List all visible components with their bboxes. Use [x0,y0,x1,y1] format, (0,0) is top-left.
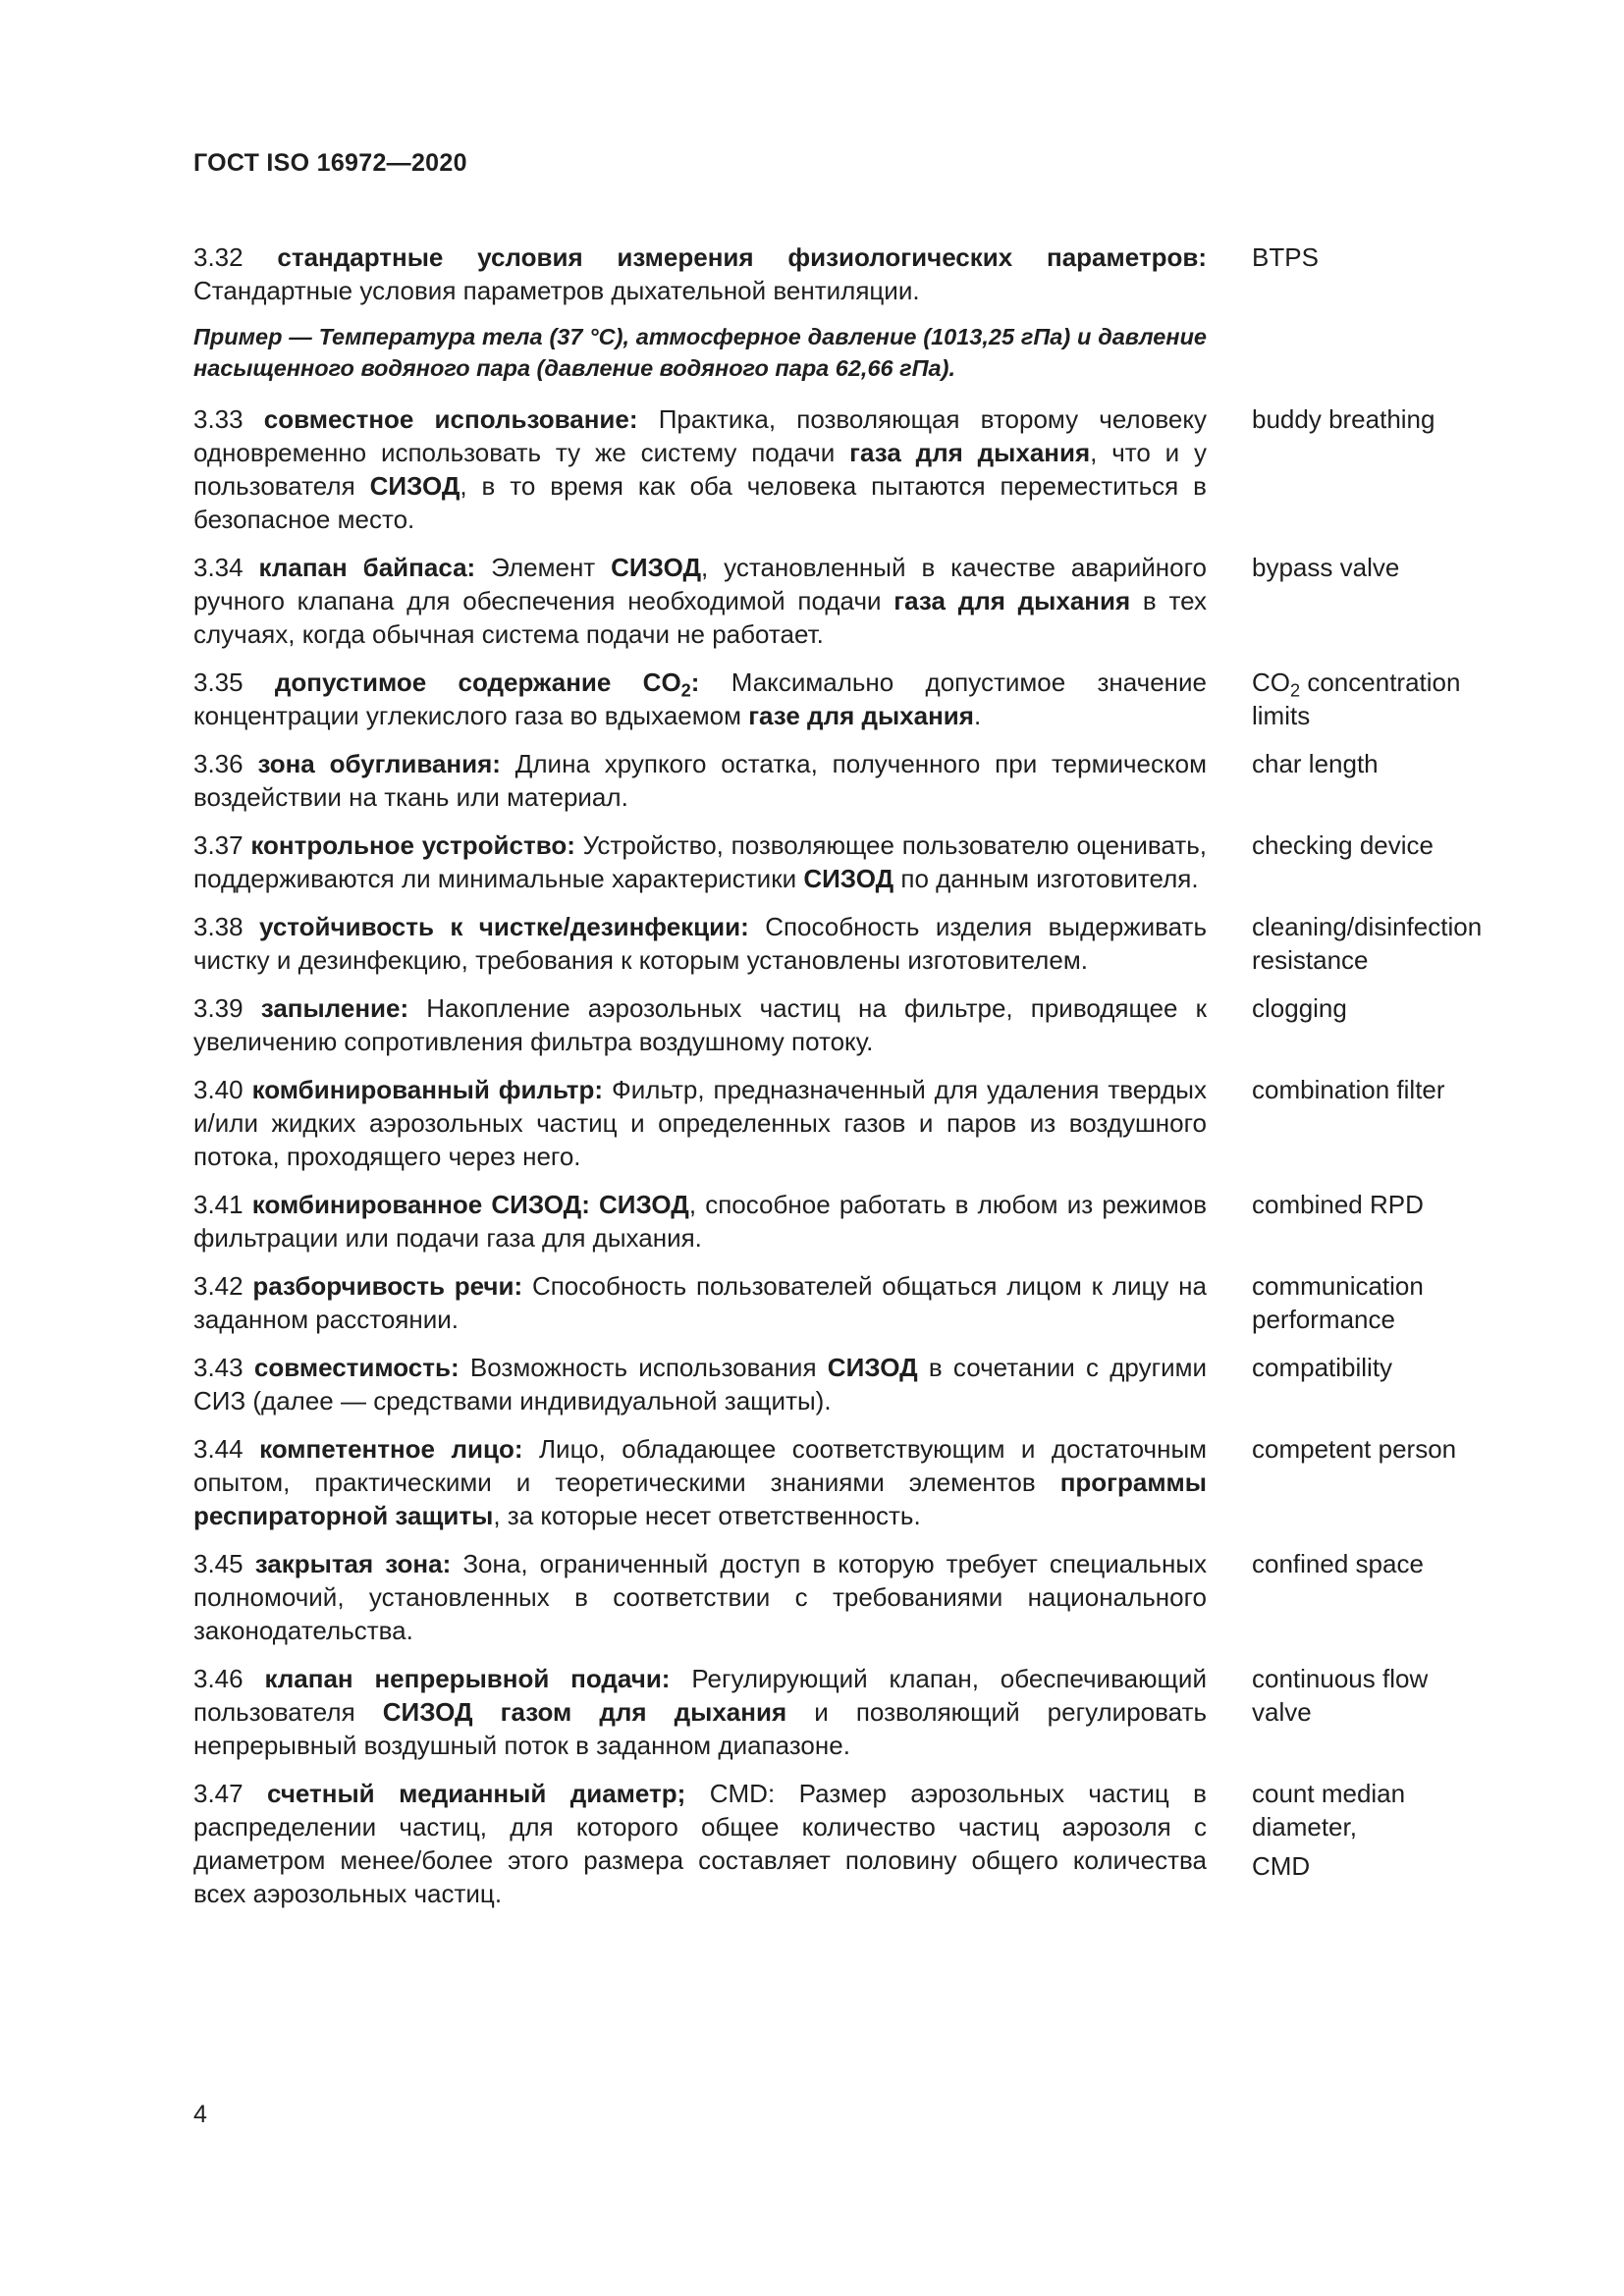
english-equivalent [1252,1269,1509,1336]
definition-text: и позволяющий регулировать непрерывный воздушный поток в заданном диапазоне. [193,1697,1207,1760]
term-definition [193,1432,1207,1532]
term-definition [193,1351,1207,1417]
term-definition [193,1662,1207,1762]
bold-term-text: совместное использование: [263,404,638,434]
term-definition [193,402,1207,536]
term-definition [193,1547,1207,1647]
definition-text: 3.46 [193,1664,265,1693]
definition-text: в сочетании с другими СИЗ (далее — средствами индивидуальной защиты). [193,1353,1207,1415]
english-term-line: continuous flow [1252,1664,1429,1693]
terms-list [193,240,1509,1925]
bold-term-text: клапан байпаса: [258,553,476,582]
bold-term-text: СИЗОД [369,471,460,501]
english-abbreviation: CMD [1252,1851,1311,1881]
definition-text: Стандартные условия параметров дыхательной вентиляции. [193,276,920,305]
english-equivalent [1252,1547,1509,1580]
english-term-line: buddy breathing [1252,404,1435,434]
term-definition [193,747,1207,814]
english-term-line: communication [1252,1271,1424,1301]
term-entry [193,1073,1509,1173]
definition-text: 3.32 [193,242,278,272]
subscript-text: 2 [680,680,691,701]
bold-term-text: компетентное лицо: [259,1434,523,1464]
bold-term-text: клапан непрерывной подачи: [264,1664,671,1693]
term-definition [193,828,1207,895]
bold-term-text: контрольное устройство: [250,830,575,860]
definition-text: Практика, позволяющая второму человеку одновременно использовать ту же систему подачи [193,404,1207,467]
term-entry [193,240,1509,307]
english-equivalent [1252,747,1509,780]
definition-text: 3.37 [193,830,251,860]
definition-text: Лицо, обладающее соответствующим и достаточным опытом, практическими и теоретическими знаниями элементов [193,1434,1208,1497]
definition-text: . [973,701,982,730]
definition-text: 3.44 [193,1434,260,1464]
english-term-line: combined RPD [1252,1190,1424,1219]
english-term-line: diameter, [1252,1812,1357,1842]
definition-text: Длина хрупкого остатка, полученного при термическом воздействии на ткань или материал. [193,749,1207,812]
definition-text: Устройство, позволяющее пользователю оценивать, поддерживаются ли минимальные характеристики [193,830,1208,893]
term-entry [193,666,1509,732]
definition-text: Регулирующий клапан, обеспечивающий пользователя [193,1664,1207,1727]
bold-term-text: СИЗОД [827,1353,918,1382]
bold-term-text: запыление: [260,993,409,1023]
english-term-line: cleaning/disinfection [1252,912,1483,941]
bold-term-text: комбинированное СИЗОД: СИЗОД [251,1190,689,1219]
definition-text: Фильтр, предназначенный для удаления твердых и/или жидких аэрозольных частиц и определенных газов и паров из воздушного потока, проходящего через него. [193,1075,1207,1171]
english-equivalent [1252,1073,1509,1106]
bold-term-text: стандартные условия измерения физиологических параметров: [277,242,1208,272]
term-definition [193,551,1207,651]
term-definition [193,1269,1207,1336]
term-entry [193,747,1509,814]
term-entry [193,1547,1509,1647]
english-equivalent [1252,402,1509,436]
term-definition [193,1777,1207,1910]
definition-text: , установленный в качестве аварийного ручного клапана для обеспечения необходимой подачи [193,553,1207,615]
bold-term-text: зона обугливания: [257,749,501,778]
definition-text: по данным изготовителя. [893,864,1199,893]
bold-term-text: газе для дыхания [748,701,974,730]
definition-text: , способное работать в любом из режимов фильтрации или подачи газа для дыхания. [193,1190,1208,1253]
term-entry [193,402,1509,536]
english-term-line: resistance [1252,945,1369,975]
english-equivalent [1252,828,1509,862]
english-term-line: count median [1252,1779,1406,1808]
definition-text: 3.43 [193,1353,254,1382]
term-definition [193,910,1207,977]
english-equivalent [1252,1432,1509,1466]
definition-text: 3.34 [193,553,259,582]
term-entry [193,1188,1509,1255]
definition-text: 3.36 [193,749,258,778]
english-term-line: combination filter [1252,1075,1445,1104]
definition-text: Накопление аэрозольных частиц на фильтре, приводящее к увеличению сопротивления фильтра воздушному потоку. [193,993,1207,1056]
term-entry [193,991,1509,1058]
definition-text: , в то время как оба человека пытаются переместиться в безопасное место. [193,471,1207,534]
term-entry [193,1777,1509,1910]
english-equivalent [1252,551,1509,584]
definition-text: Максимально допустимое значение концентрации углекислого газа во вдыхаемом [193,667,1207,730]
english-term-line: valve [1252,1697,1312,1727]
term-entry [193,1662,1509,1762]
bold-term-text: : [690,667,700,697]
definition-text: Зона, ограниченный доступ в которую требует специальных полномочий, установленных в соответствии с требованиями национального законодательства. [193,1549,1207,1645]
bold-term-text: устойчивость к чистке/дезинфекции: [259,912,749,941]
page-number: 4 [193,2101,207,2128]
definition-text: CMD: Размер аэрозольных частиц в распределении частиц, для которого общее количество частиц аэрозоля с диаметром менее/более этого размера составляет половину общего количества всех аэрозольных частиц. [193,1779,1207,1908]
term-definition [193,1073,1207,1173]
english-equivalent [1252,991,1509,1025]
definition-text: 3.42 [193,1271,253,1301]
term-entry [193,1432,1509,1532]
english-term-line: bypass valve [1252,553,1400,582]
definition-text: 3.35 [193,667,275,697]
term-entry [193,828,1509,895]
english-term-line: performance [1252,1305,1395,1334]
english-term-line: char length [1252,749,1379,778]
definition-text: Возможность использования [459,1353,828,1382]
term-definition [193,666,1207,732]
bold-term-text: программы респираторной защиты [193,1468,1207,1530]
bold-term-text: газа для дыхания [849,438,1091,467]
example-note: Пример — Температура тела (37 °C), атмосферное давление (1013,25 гПа) и давление насыщенного водяного пара (давление водяного пара 62,66 гПа). [193,324,1207,381]
term-entry [193,551,1509,651]
bold-term-text: разборчивость речи: [252,1271,523,1301]
bold-term-text: счетный медианный диаметр; [267,1779,686,1808]
english-term-line: BTPS [1252,242,1319,272]
term-definition [193,240,1207,307]
english-equivalent [1252,666,1509,732]
term-definition [193,1188,1207,1255]
definition-text: 3.39 [193,993,261,1023]
bold-term-text: СИЗОД газом для дыхания [382,1697,787,1727]
english-equivalent [1252,910,1509,977]
term-entry [193,1269,1509,1336]
english-equivalent [1252,1351,1509,1384]
definition-text: , что и у пользователя [193,438,1207,501]
english-equivalent [1252,1777,1509,1883]
definition-text: 3.38 [193,912,259,941]
definition-text: 3.40 [193,1075,252,1104]
definition-text: Элемент [475,553,612,582]
bold-term-text: допустимое содержание CO [274,667,681,697]
bold-term-text: газа для дыхания [893,586,1131,615]
definition-text: 3.47 [193,1779,268,1808]
bold-term-text: комбинированный фильтр: [251,1075,604,1104]
definition-text: в тех случаях, когда обычная система подачи не работает. [193,586,1207,649]
definition-text: , за которые несет ответственность. [493,1501,921,1530]
english-term-line: checking device [1252,830,1434,860]
english-equivalent [1252,1662,1509,1729]
term-entry [193,1351,1509,1417]
english-term-line: clogging [1252,993,1347,1023]
bold-term-text: СИЗОД [803,864,894,893]
english-equivalent [1252,1188,1509,1221]
english-term-line: confined space [1252,1549,1424,1578]
definition-text: 3.45 [193,1549,255,1578]
definition-text: Способность изделия выдерживать чистку и дезинфекцию, требования к которым установлены изготовителем. [193,912,1207,975]
subscript [681,680,691,700]
definition-text: Способность пользователей общаться лицом к лицу на заданном расстоянии. [193,1271,1208,1334]
english-term-line: competent person [1252,1434,1457,1464]
term-entry [193,910,1509,977]
english-term-line: compatibility [1252,1353,1393,1382]
bold-term-text: закрытая зона: [254,1549,452,1578]
english-equivalent [1252,240,1509,274]
definition-text: CO [1252,667,1290,697]
document-code: ГОСТ ISO 16972—2020 [193,149,467,177]
definition-text: 3.33 [193,404,264,434]
term-definition [193,991,1207,1058]
definition-text: 3.41 [193,1190,252,1219]
bold-term-text: совместимость: [253,1353,460,1382]
definition-text: concentration limits [1252,667,1461,730]
subscript: 2 [1290,680,1301,701]
bold-term-text: СИЗОД [611,553,701,582]
